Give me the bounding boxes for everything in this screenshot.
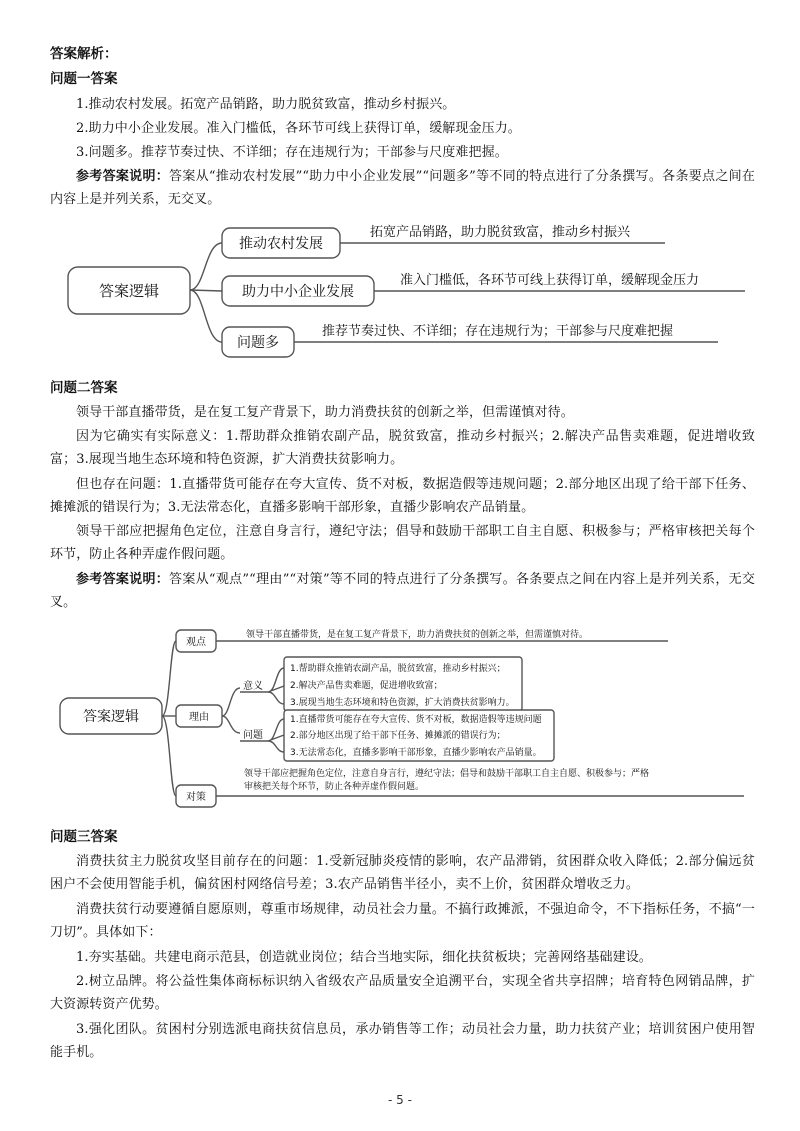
mindmap2-viewpoint-label: 观点: [186, 637, 206, 648]
q1-point-2: 2.助力中小企业发展。准入门槛低，各环节可线上获得订单，缓解现金压力。: [76, 121, 521, 136]
mindmap2-problem-fan: [268, 719, 284, 752]
q3-paragraph-2: 消费扶贫行动要遵循自愿原则，尊重市场规律，动员社会力量。不搞行政摊派，不强迫命令，不下指标任务，不搞“一刀切”。具体如下：: [50, 902, 755, 940]
page-number: - 5 -: [388, 1093, 412, 1107]
mindmap2-problem-item-2: 2.部分地区出现了给干部下任务、摊摊派的错误行为；: [290, 731, 506, 741]
mindmap2-problem-item-1: 1.直播带货可能存在夸大宣传、货不对板，数据造假等违规问题: [290, 715, 542, 725]
mindmap2-meaning-item-1: 1.帮助群众推销农副产品，脱贫致富，推动乡村振兴；: [290, 664, 506, 674]
q1-note-label: 参考答案说明：: [76, 169, 170, 184]
mindmap2-problem-item-3: 3.无法常态化，直播多影响干部形象，直播少影响农产品销量。: [290, 748, 542, 758]
mindmap2-meaning-connector: [222, 688, 240, 716]
mindmap2-reason-label: 理由: [189, 712, 209, 723]
q1-heading: 问题一答案: [50, 71, 118, 87]
mindmap1-leaf-1: 拓宽产品销路，助力脱贫致富，推动乡村振兴: [370, 225, 631, 240]
mindmap2-connector-1: [162, 641, 176, 716]
answer-analysis-title: 答案解析：: [50, 46, 118, 62]
q2-paragraph-3: 但也存在问题：1.直播带货可能存在夸大宣传、货不对板，数据造假等违规问题；2.部分地区出现了给干部下任务、摊摊派的错误行为；3.无法常态化，直播多影响干部形象，直播少影响农产品销量。: [50, 477, 755, 515]
mindmap2-meaning-item-2: 2.解决产品售卖难题，促进增收致富；: [290, 681, 443, 691]
mindmap2-problem-label: 问题: [243, 730, 263, 741]
q3-measure-3: 3.强化团队。贫困村分别选派电商扶贫信息员，承办销售等工作；动员社会力量，助力扶贫产业；培训贫困户使用智能手机。: [50, 1022, 755, 1060]
q1-note-text: 答案从“推动农村发展”“助力中小企业发展”“问题多”等不同的特点进行了分条撰写。各条要点之间在内容上是并列关系，无交叉。: [50, 169, 756, 207]
q3-paragraph-1: 消费扶贫主力脱贫攻坚目前存在的问题：1.受新冠肺炎疫情的影响，农产品滞销，贫困群众收入降低；2.部分偏远贫困户不会使用智能手机，偏贫困村网络信号差；3.农产品销售半径小，卖不上价，贫困群众增收乏力。: [50, 854, 755, 892]
mindmap1-root-label: 答案逻辑: [98, 282, 160, 300]
q2-note-text: 答案从“观点”“理由”“对策”等不同的特点进行了分条撰写。各条要点之间在内容上是并列关系，无交叉。: [50, 572, 756, 610]
q2-heading: 问题二答案: [50, 380, 118, 396]
mindmap2-measure-label: 对策: [186, 792, 206, 803]
q2-paragraph-4: 领导干部应把握角色定位，注意自身言行，遵纪守法；倡导和鼓励干部职工自主自愿、积极参与；严格审核把关每个环节，防止各种弄虚作假问题。: [50, 524, 755, 562]
q3-heading: 问题三答案: [50, 829, 118, 845]
mindmap2-connector-3: [162, 716, 176, 796]
mindmap2-root-label: 答案逻辑: [83, 709, 139, 725]
mindmap2-measure-line-2: 审核把关每个环节，防止各种弄虚作假问题。: [244, 782, 425, 792]
mindmap1-branch-2-label: 助力中小企业发展: [242, 284, 354, 300]
mindmap2-meaning-item-3: 3.展现当地生态环境和特色资源，扩大消费扶贫影响力。: [290, 698, 515, 708]
q1-point-1: 1.推动农村发展。拓宽产品销路，助力脱贫致富，推动乡村振兴。: [76, 97, 456, 112]
q1-point-3: 3.问题多。推荐节奏过快、不详细；存在违规行为；干部参与尺度难把握。: [76, 145, 508, 160]
q2-note-label: 参考答案说明：: [76, 572, 170, 587]
q3-measure-2: 2.树立品牌。将公益性集体商标标识纳入省级农产品质量安全追溯平台，实现全省共享招牌；培育特色网销品牌，扩大资源转资产优势。: [50, 974, 755, 1012]
mindmap1-leaf-3: 推荐节奏过快、不详细；存在违规行为；干部参与尺度难把握: [322, 324, 674, 339]
mindmap1-branch-1-label: 推动农村发展: [239, 236, 323, 252]
q2-paragraph-1: 领导干部直播带货，是在复工复产背景下，助力消费扶贫的创新之举，但需谨慎对待。: [76, 405, 574, 420]
mindmap1-leaf-2: 准入门槛低，各环节可线上获得订单，缓解现金压力: [400, 273, 700, 288]
mindmap1-branch-3-label: 问题多: [237, 335, 279, 351]
q3-measure-1: 1.夯实基础。共建电商示范县，创造就业岗位；结合当地实际，细化扶贫板块；完善网络基础建设。: [76, 950, 652, 965]
mindmap2-meaning-label: 意义: [243, 681, 263, 692]
q2-paragraph-2: 因为它确实有实际意义：1.帮助群众推销农副产品，脱贫致富，推动乡村振兴；2.解决产品售卖难题，促进增收致富；3.展现当地生态环境和特色资源，扩大消费扶贫影响力。: [50, 429, 755, 467]
mindmap2-problem-connector: [222, 716, 240, 733]
mindmap2-viewpoint-text: 领导干部直播带货，是在复工复产背景下，助力消费扶贫的创新之举，但需谨慎对待。: [246, 630, 589, 640]
mindmap2-meaning-fan: [268, 668, 284, 704]
mindmap2-measure-line-1: 领导干部应把握角色定位，注意自身言行，遵纪守法；倡导和鼓励干部职工自主自愿、积极参与；严格: [244, 769, 650, 779]
